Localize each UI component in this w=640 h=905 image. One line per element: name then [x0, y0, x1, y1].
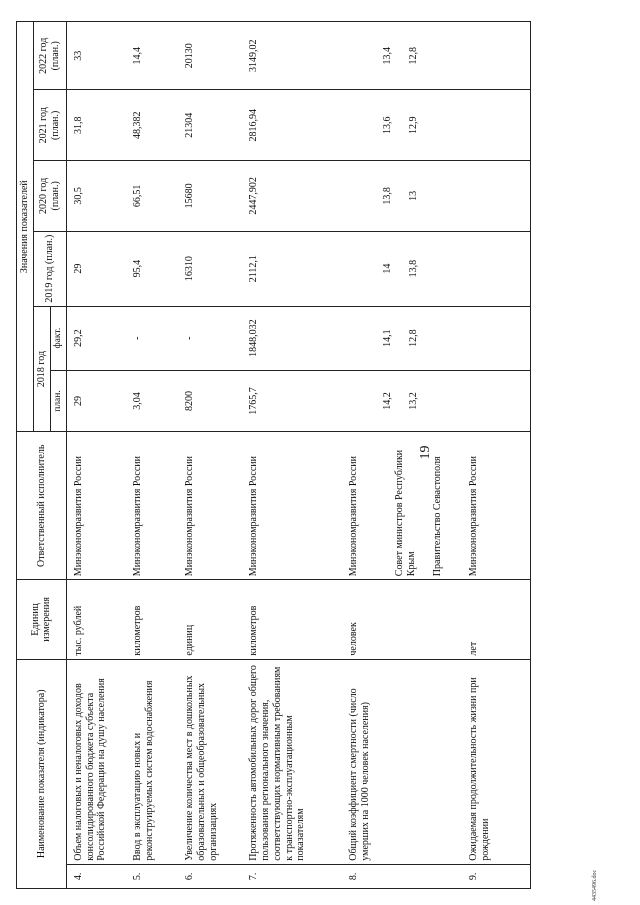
- row-number: 9.: [466, 864, 530, 888]
- value-2022: 3149,02: [246, 22, 346, 91]
- executor: Минэкономразвития России: [466, 432, 530, 580]
- indicator-name: Увеличение количества мест в дошкольных образовательных и общеобразовательных организациях: [182, 659, 246, 864]
- executor: Минэкономразвития России: [348, 456, 360, 577]
- executor: Минэкономразвития России: [182, 432, 246, 580]
- value-2020: 15680: [182, 161, 246, 232]
- table-row: [346, 22, 466, 889]
- executor: Минэкономразвития России: [130, 432, 182, 580]
- table-row: [66, 22, 130, 889]
- fact-2018: [346, 306, 466, 370]
- value-2019: 95,4: [130, 231, 182, 306]
- value-2021: 2816,94: [246, 90, 346, 161]
- value-2022: 20130: [182, 22, 246, 91]
- value-2019: [346, 231, 466, 306]
- header-plan: план.: [50, 370, 66, 432]
- table-row: [466, 22, 530, 889]
- header-unit: Единиц измерения: [17, 580, 67, 659]
- value-2020-crimea: 13,8: [382, 187, 394, 205]
- unit: километров: [246, 580, 346, 659]
- value-2020: [346, 161, 466, 232]
- value-2021: 48,382: [130, 90, 182, 161]
- indicator-name: Общий коэффициент смертности (число умерших на 1000 человек населения): [346, 659, 466, 864]
- page-number: 19: [418, 445, 433, 460]
- unit: единиц: [182, 580, 246, 659]
- value-2022: 14,4: [130, 22, 182, 91]
- row-number: 7.: [246, 864, 346, 888]
- value-2020: 2447,902: [246, 161, 346, 232]
- executor-sevastopol: Правительство Севастополя: [431, 456, 443, 577]
- value-2022: 33: [66, 22, 130, 91]
- value-2019: 16310: [182, 231, 246, 306]
- plan-2018: 8200: [182, 370, 246, 432]
- header-2018: 2018 год: [33, 306, 50, 432]
- header-2022: 2022 год (план.): [33, 22, 66, 91]
- executor: Минэкономразвития России: [246, 432, 346, 580]
- value-2019-crimea: 14: [382, 263, 394, 274]
- fact-2018: 1848,032: [246, 306, 346, 370]
- value-2019-sevastopol: 13,8: [408, 259, 420, 278]
- indicator-name: Протяженность автомобильных дорог общего пользования регионального значения, соответствующих нормативным требованиям к транспортно-эксплуатационным показателям: [246, 659, 346, 864]
- value-2021: [466, 90, 530, 161]
- plan-2018: [466, 370, 530, 432]
- header-2021: 2021 год (план.): [33, 90, 66, 161]
- plan-2018: 3,04: [130, 370, 182, 432]
- unit: километров: [130, 580, 182, 659]
- value-2022: [346, 22, 466, 91]
- plan-2018: 29: [66, 370, 130, 432]
- table-row: [130, 22, 182, 889]
- indicators-table: [16, 21, 531, 889]
- header-exec: Ответственный исполнитель: [17, 432, 67, 580]
- header-row-1: [17, 22, 34, 889]
- value-2022-sevastopol: 12,8: [408, 47, 420, 65]
- indicator-name: Объем налоговых и неналоговых доходов консолидированного бюджета субъекта Российской Федерации на душу населения: [66, 659, 130, 864]
- value-2019: 29: [66, 231, 130, 306]
- value-2021: 31,8: [66, 90, 130, 161]
- value-2021: 21304: [182, 90, 246, 161]
- row-number: 6.: [182, 864, 246, 888]
- fact-2018: 29,2: [66, 306, 130, 370]
- value-2022: [466, 22, 530, 91]
- fact-2018-sevastopol: 12,8: [408, 329, 420, 347]
- plan-2018: 1765,7: [246, 370, 346, 432]
- indicator-name: Ввод в эксплуатацию новых и реконструируемых систем водоснабжения: [130, 659, 182, 864]
- row-number: 4.: [66, 864, 130, 888]
- header-values: Значения показателей: [17, 22, 34, 432]
- value-2021-sevastopol: 12,9: [408, 116, 420, 135]
- executor: Минэкономразвития России: [66, 432, 130, 580]
- row-number: 8.: [346, 864, 466, 888]
- fact-2018: -: [130, 306, 182, 370]
- indicator-name: Ожидаемая продолжительность жизни при рождении: [466, 659, 530, 864]
- header-name: Наименование показателя (индикатора): [17, 659, 67, 888]
- fact-2018: -: [182, 306, 246, 370]
- unit: тыс. рублей: [66, 580, 130, 659]
- value-2020: 66,51: [130, 161, 182, 232]
- fact-2018: [466, 306, 530, 370]
- executor-group: [346, 432, 466, 580]
- value-2020-sevastopol: 13: [408, 190, 420, 201]
- value-2019: [466, 231, 530, 306]
- value-2020: 30,5: [66, 161, 130, 232]
- doc-reference: 4435496.doc: [592, 869, 598, 901]
- header-2020: 2020 год (план.): [33, 161, 66, 232]
- plan-2018-crimea: 14,2: [382, 392, 394, 410]
- table-row: [182, 22, 246, 889]
- value-2021: [346, 90, 466, 161]
- value-2020: [466, 161, 530, 232]
- plan-2018-sevastopol: 13,2: [408, 392, 420, 410]
- table-row: [246, 22, 346, 889]
- row-number: 5.: [130, 864, 182, 888]
- executor-crimea: Совет министров Республики Крым: [394, 449, 417, 577]
- unit: лет: [466, 580, 530, 659]
- value-2019: 2112,1: [246, 231, 346, 306]
- plan-2018: [346, 370, 466, 432]
- fact-2018-crimea: 14,1: [382, 329, 394, 347]
- value-2022-crimea: 13,4: [382, 47, 394, 65]
- unit: человек: [346, 580, 466, 659]
- value-2021-crimea: 13,6: [382, 116, 394, 135]
- header-fact: факт.: [50, 306, 66, 370]
- header-2019: 2019 год (план.): [33, 231, 66, 306]
